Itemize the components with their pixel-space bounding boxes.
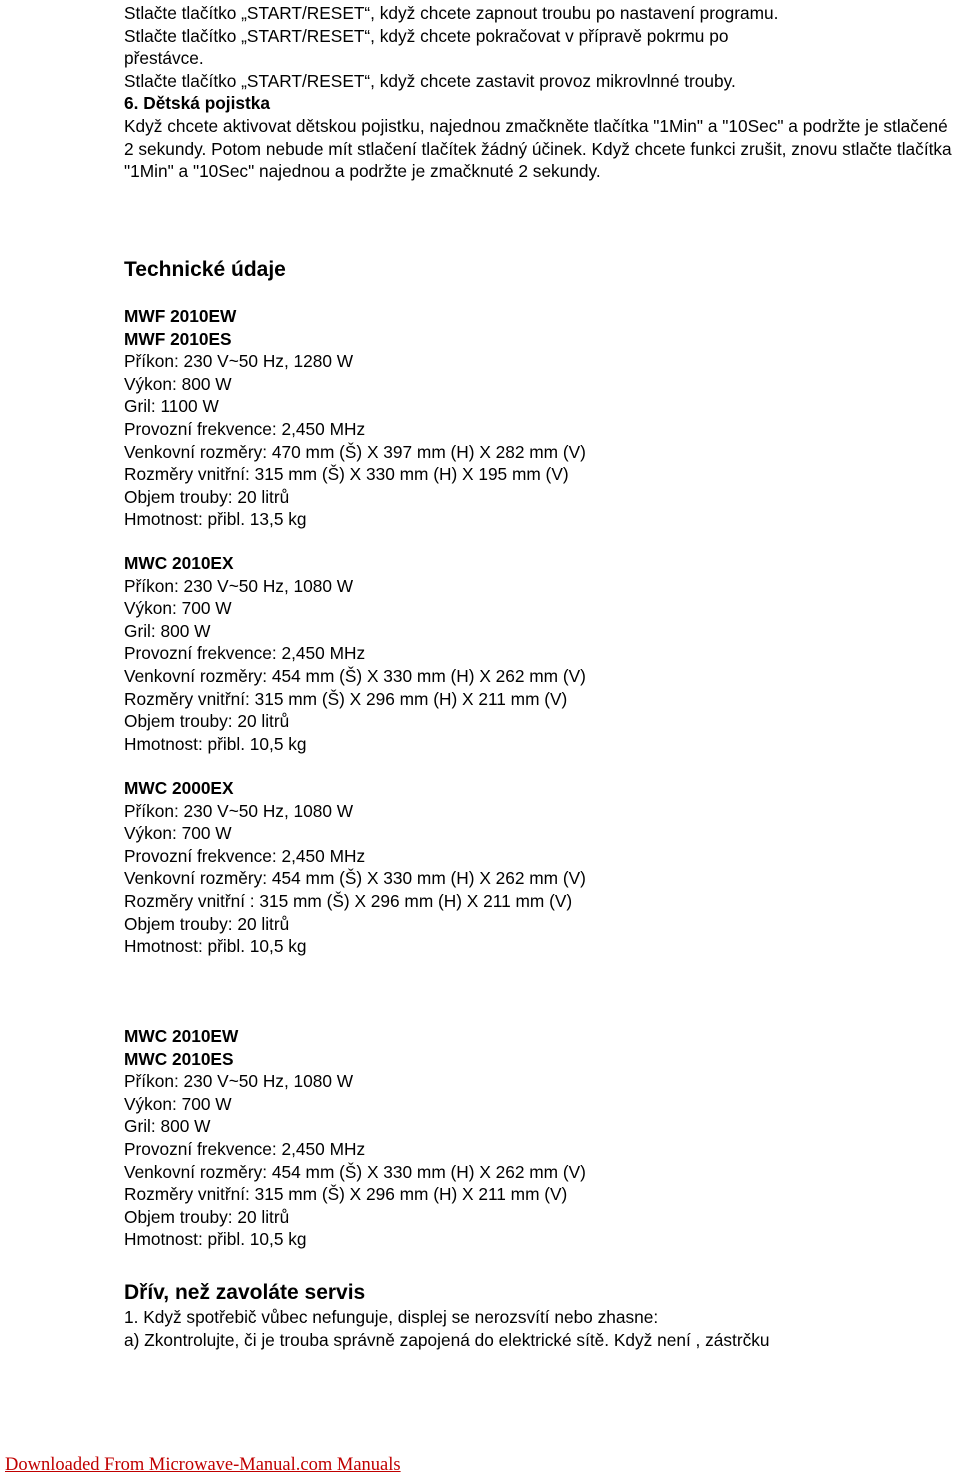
intro-line: přestávce. [124, 48, 204, 69]
spec-line: Provozní frekvence: 2,450 MHz [124, 845, 366, 866]
spec-line: Gril: 800 W [124, 620, 211, 641]
model-name: MWF 2010ES [124, 328, 232, 349]
spec-line: Hmotnost: přibl. 13,5 kg [124, 509, 307, 530]
model-name: MWF 2010EW [124, 306, 237, 326]
spec-line: Objem trouby: 20 litrů [124, 486, 290, 507]
model-block-1 [124, 305, 586, 531]
spec-line: Venkovní rozměry: 454 mm (Š) X 330 mm (H) X 262 mm (V) [124, 1161, 586, 1182]
model-block-4 [124, 1025, 586, 1251]
spec-line: Hmotnost: přibl. 10,5 kg [124, 733, 307, 754]
model-name: MWC 2010EX [124, 553, 234, 573]
spec-line: Gril: 1100 W [124, 396, 219, 417]
spec-line: Výkon: 700 W [124, 1093, 232, 1114]
spec-line: Provozní frekvence: 2,450 MHz [124, 418, 366, 439]
tech-heading: Technické údaje [124, 258, 286, 281]
intro-line: Stlačte tlačítko „START/RESET“, když chcete zastavit provoz mikrovlnné trouby. [124, 70, 736, 91]
spec-line: Rozměry vnitřní: 315 mm (Š) X 296 mm (H) X 211 mm (V) [124, 688, 568, 709]
spec-line: Provozní frekvence: 2,450 MHz [124, 643, 366, 664]
spec-line: Venkovní rozměry: 470 mm (Š) X 397 mm (H) X 282 mm (V) [124, 441, 586, 462]
spec-line: Výkon: 700 W [124, 823, 232, 844]
spec-line: Rozměry vnitřní: 315 mm (Š) X 330 mm (H) X 195 mm (V) [124, 464, 569, 485]
model-name: MWC 2000EX [124, 778, 234, 798]
spec-line: Venkovní rozměry: 454 mm (Š) X 330 mm (H) X 262 mm (V) [124, 665, 586, 686]
spec-line: Hmotnost: přibl. 10,5 kg [124, 936, 307, 957]
spec-line: Příkon: 230 V~50 Hz, 1080 W [124, 1071, 354, 1092]
intro-section [124, 2, 954, 183]
spec-line: Výkon: 800 W [124, 373, 232, 394]
model-block-2 [124, 552, 586, 755]
model-block-3 [124, 777, 586, 958]
intro-line: Stlačte tlačítko „START/RESET“, když chcete zapnout troubu po nastavení programu. [124, 3, 779, 23]
intro-line: Stlačte tlačítko „START/RESET“, když chcete pokračovat v přípravě pokrmu po [124, 25, 729, 46]
tech-section [124, 257, 286, 283]
service-heading: Dřív, než zavoláte servis [124, 1281, 366, 1304]
service-section [124, 1280, 770, 1351]
spec-line: Příkon: 230 V~50 Hz, 1080 W [124, 800, 354, 821]
spec-line: Provozní frekvence: 2,450 MHz [124, 1138, 366, 1159]
footer-download-link[interactable]: Downloaded From Microwave-Manual.com Manuals [5, 1455, 401, 1475]
spec-line: Hmotnost: přibl. 10,5 kg [124, 1229, 307, 1250]
model-name: MWC 2010ES [124, 1048, 234, 1069]
spec-line: Rozměry vnitřní : 315 mm (Š) X 296 mm (H) X 211 mm (V) [124, 890, 573, 911]
service-line: a) Zkontrolujte, či je trouba správně zapojená do elektrické sítě. Když není , zástrčku [124, 1329, 770, 1350]
section-6-title: 6. Dětská pojistka [124, 93, 270, 114]
section-6-text: Když chcete aktivovat dětskou pojistku, najednou zmačkněte tlačítka "1Min" a "10Sec" a podržte je stlačené 2 sekundy. Potom nebude mít stlačení tlačítek žádný účinek. Když chcete funkci zrušit, znovu stlačte tlačítka "1Min" a "10Sec" najednou a podržte je zmačknuté 2 sekundy. [124, 115, 952, 182]
model-name: MWC 2010EW [124, 1026, 239, 1046]
service-line: 1. Když spotřebič vůbec nefunguje, displej se nerozsvítí nebo zhasne: [124, 1307, 659, 1327]
spec-line: Gril: 800 W [124, 1116, 211, 1137]
spec-line: Objem trouby: 20 litrů [124, 1206, 290, 1227]
spec-line: Rozměry vnitřní: 315 mm (Š) X 296 mm (H) X 211 mm (V) [124, 1184, 568, 1205]
spec-line: Výkon: 700 W [124, 598, 232, 619]
spec-line: Objem trouby: 20 litrů [124, 913, 290, 934]
spec-line: Příkon: 230 V~50 Hz, 1280 W [124, 351, 354, 372]
spec-line: Příkon: 230 V~50 Hz, 1080 W [124, 575, 354, 596]
spec-line: Venkovní rozměry: 454 mm (Š) X 330 mm (H) X 262 mm (V) [124, 868, 586, 889]
spec-line: Objem trouby: 20 litrů [124, 711, 290, 732]
